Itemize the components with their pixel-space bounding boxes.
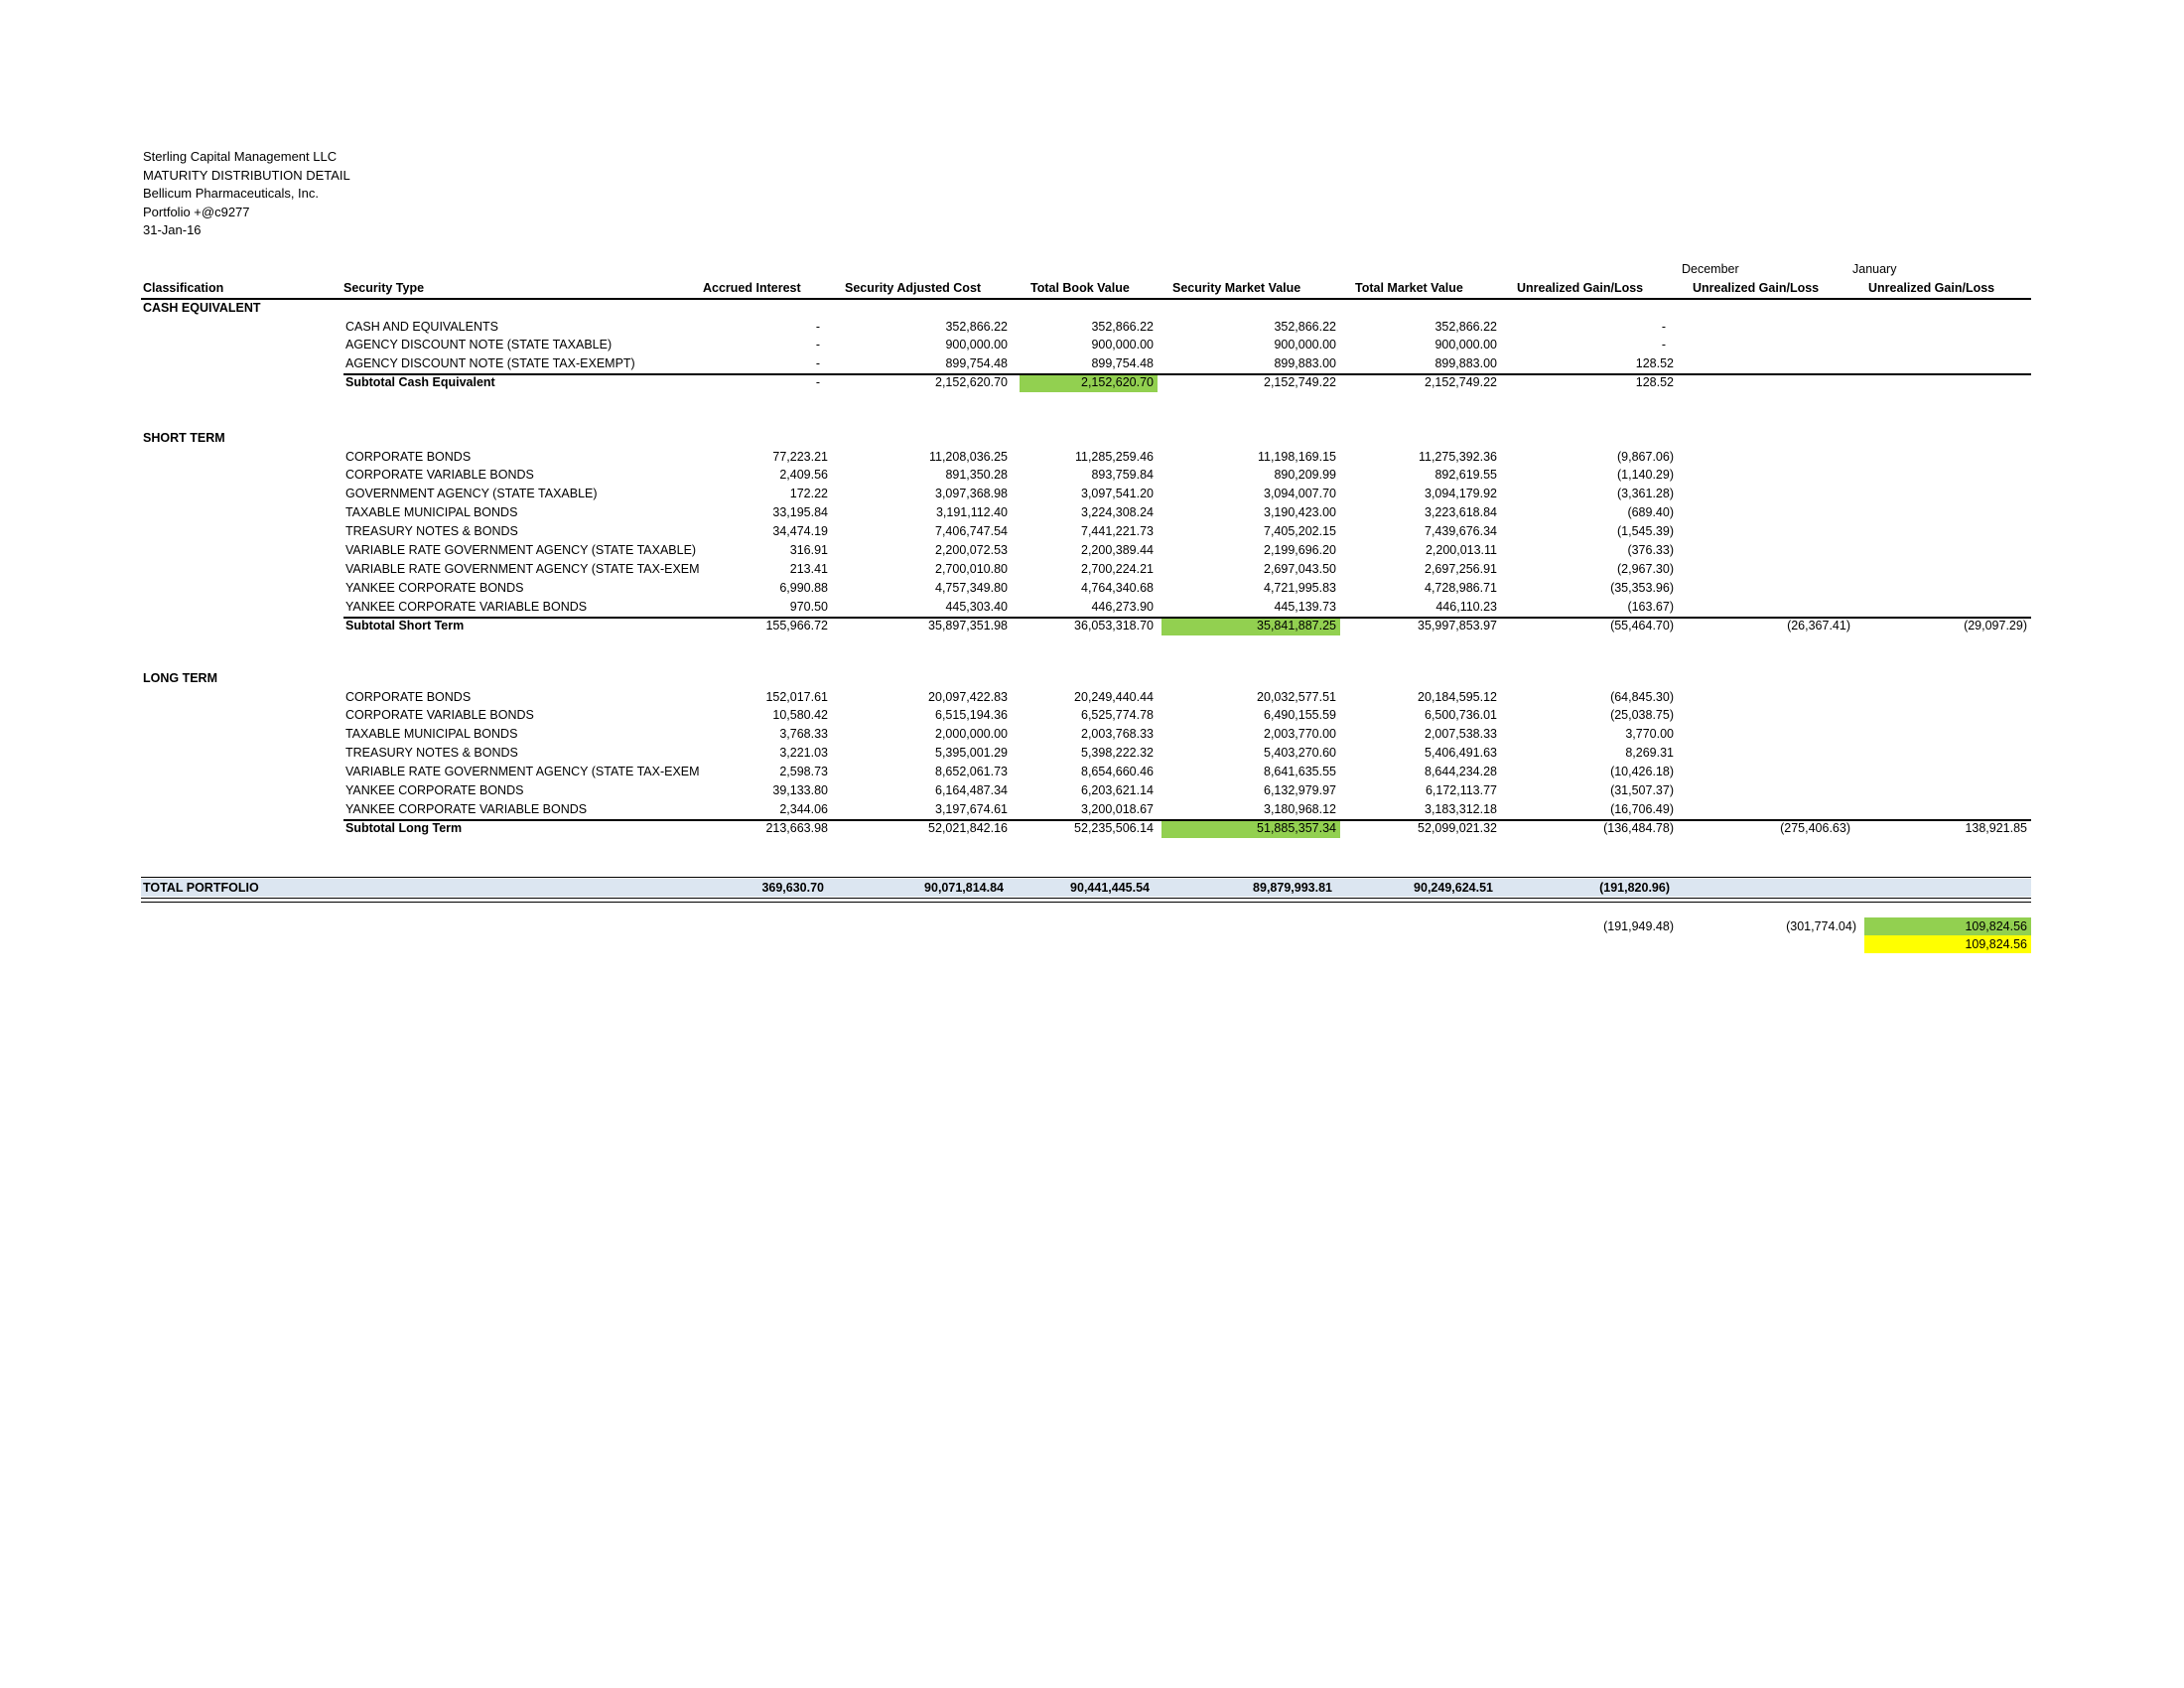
- report-title: MATURITY DISTRIBUTION DETAIL: [143, 167, 350, 183]
- cell-tmv: 3,223,618.84: [1425, 505, 1497, 520]
- cell-tmv: 6,500,736.01: [1425, 708, 1497, 723]
- cell-book: 5,398,222.32: [1081, 746, 1154, 761]
- cell-smv: 3,180,968.12: [1264, 801, 1336, 816]
- cell-book: 20,249,440.44: [1074, 689, 1154, 704]
- company-name: Sterling Capital Management LLC: [143, 149, 338, 164]
- subtotal-book: 52,235,506.14: [1074, 820, 1154, 835]
- subtotal-ugl: (136,484.78): [1603, 820, 1674, 835]
- row-security-type: VARIABLE RATE GOVERNMENT AGENCY (STATE TAX-EXEM: [345, 765, 700, 779]
- total-label: TOTAL PORTFOLIO: [143, 881, 259, 895]
- total-smv: 89,879,993.81: [1253, 881, 1332, 895]
- cell-smv: 6,490,155.59: [1264, 708, 1336, 723]
- cell-tmv: 4,728,986.71: [1425, 580, 1497, 595]
- recon-jan: 109,824.56: [1965, 919, 2027, 933]
- cell-ugl: (163.67): [1627, 599, 1674, 614]
- cell-cost: 891,350.28: [945, 468, 1008, 483]
- subtotal-rule: [343, 373, 2031, 375]
- cell-cost: 3,191,112.40: [935, 505, 1008, 520]
- cell-book: 893,759.84: [1091, 468, 1154, 483]
- subtotal-accrued: -: [815, 375, 820, 390]
- cell-accrued: 970.50: [789, 599, 828, 614]
- cell-book: 3,200,018.67: [1081, 801, 1154, 816]
- row-security-type: VARIABLE RATE GOVERNMENT AGENCY (STATE TAXABLE): [345, 543, 697, 557]
- col-accrued-interest: Accrued Interest: [703, 281, 801, 295]
- subtotal-tmv: 52,099,021.32: [1418, 820, 1497, 835]
- cell-tmv: 2,007,538.33: [1425, 727, 1497, 742]
- cell-ugl: 3,770.00: [1625, 727, 1674, 742]
- cell-book: 6,203,621.14: [1081, 783, 1154, 797]
- client-name: Bellicum Pharmaceuticals, Inc.: [143, 186, 320, 202]
- cell-cost: 6,515,194.36: [935, 708, 1008, 723]
- row-security-type: CORPORATE VARIABLE BONDS: [345, 708, 534, 723]
- subtotal-smv: 35,841,887.25: [1257, 618, 1336, 633]
- cell-accrued: -: [815, 319, 820, 334]
- cell-ugl: (35,353.96): [1610, 580, 1674, 595]
- row-security-type: TREASURY NOTES & BONDS: [345, 524, 518, 539]
- cell-smv: 352,866.22: [1274, 319, 1336, 334]
- row-security-type: TREASURY NOTES & BONDS: [345, 746, 518, 761]
- cell-book: 2,200,389.44: [1081, 543, 1154, 557]
- cell-tmv: 3,094,179.92: [1425, 487, 1497, 501]
- total-tmv: 90,249,624.51: [1414, 881, 1493, 895]
- row-security-type: VARIABLE RATE GOVERNMENT AGENCY (STATE TAX-EXEM: [345, 561, 700, 576]
- subtotal-label: Subtotal Long Term: [345, 820, 463, 835]
- cell-ugl: (1,140.29): [1617, 468, 1674, 483]
- col-dec-unrealized: Unrealized Gain/Loss: [1693, 281, 1820, 295]
- total-rule-bottom-2: [141, 902, 2031, 903]
- cell-book: 6,525,774.78: [1081, 708, 1154, 723]
- cell-cost: 3,097,368.98: [935, 487, 1008, 501]
- cell-ugl: (25,038.75): [1610, 708, 1674, 723]
- cell-smv: 900,000.00: [1274, 338, 1336, 352]
- cell-smv: 899,883.00: [1274, 356, 1336, 371]
- row-security-type: GOVERNMENT AGENCY (STATE TAXABLE): [345, 487, 598, 501]
- cell-ugl: (64,845.30): [1610, 689, 1674, 704]
- cell-tmv: 11,275,392.36: [1418, 449, 1497, 464]
- report-date: 31-Jan-16: [143, 222, 202, 238]
- cell-cost: 11,208,036.25: [928, 449, 1008, 464]
- subtotal-jan: 138,921.85: [1965, 820, 2027, 835]
- col-security-type: Security Type: [343, 281, 425, 295]
- subtotal-dec: (275,406.63): [1780, 820, 1850, 835]
- cell-book: 8,654,660.46: [1081, 765, 1154, 779]
- subtotal-rule: [343, 617, 2031, 619]
- cell-tmv: 2,200,013.11: [1425, 543, 1497, 557]
- row-security-type: YANKEE CORPORATE BONDS: [345, 783, 524, 797]
- cell-tmv: 892,619.55: [1434, 468, 1497, 483]
- subtotal-dec: (26,367.41): [1787, 618, 1850, 633]
- cell-book: 3,224,308.24: [1081, 505, 1154, 520]
- subtotal-book: 2,152,620.70: [1081, 375, 1154, 390]
- cell-tmv: 7,439,676.34: [1425, 524, 1497, 539]
- cell-ugl: (689.40): [1627, 505, 1674, 520]
- row-security-type: TAXABLE MUNICIPAL BONDS: [345, 505, 518, 520]
- cell-smv: 445,139.73: [1274, 599, 1336, 614]
- cell-ugl: 128.52: [1635, 356, 1674, 371]
- row-security-type: AGENCY DISCOUNT NOTE (STATE TAX-EXEMPT): [345, 356, 635, 371]
- subtotal-cost: 35,897,351.98: [928, 618, 1008, 633]
- cell-ugl: (31,507.37): [1610, 783, 1674, 797]
- subtotal-tmv: 35,997,853.97: [1418, 618, 1497, 633]
- cell-book: 446,273.90: [1091, 599, 1154, 614]
- cell-accrued: 39,133.80: [772, 783, 828, 797]
- cell-smv: 2,199,696.20: [1264, 543, 1336, 557]
- cell-accrued: 213.41: [789, 561, 828, 576]
- cell-smv: 890,209.99: [1274, 468, 1336, 483]
- subtotal-tmv: 2,152,749.22: [1425, 375, 1497, 390]
- subtotal-label: Subtotal Cash Equivalent: [345, 375, 495, 390]
- cell-tmv: 899,883.00: [1434, 356, 1497, 371]
- cell-accrued: -: [815, 338, 820, 352]
- cell-smv: 4,721,995.83: [1264, 580, 1336, 595]
- cell-tmv: 352,866.22: [1434, 319, 1497, 334]
- cell-accrued: 2,344.06: [779, 801, 828, 816]
- total-accrued: 369,630.70: [761, 881, 824, 895]
- cell-book: 11,285,259.46: [1074, 449, 1154, 464]
- cell-book: 2,700,224.21: [1081, 561, 1154, 576]
- cell-cost: 445,303.40: [945, 599, 1008, 614]
- row-security-type: TAXABLE MUNICIPAL BONDS: [345, 727, 518, 742]
- cell-smv: 3,190,423.00: [1264, 505, 1336, 520]
- row-security-type: CORPORATE BONDS: [345, 449, 472, 464]
- cell-accrued: 3,768.33: [779, 727, 828, 742]
- row-security-type: CORPORATE BONDS: [345, 689, 472, 704]
- section-label: CASH EQUIVALENT: [143, 301, 261, 315]
- cell-book: 3,097,541.20: [1081, 487, 1154, 501]
- cell-accrued: 10,580.42: [772, 708, 828, 723]
- cell-ugl: (16,706.49): [1610, 801, 1674, 816]
- cell-ugl: (3,361.28): [1617, 487, 1674, 501]
- recon-ugl: (191,949.48): [1603, 919, 1674, 933]
- cell-book: 2,003,768.33: [1081, 727, 1154, 742]
- subtotal-cost: 52,021,842.16: [928, 820, 1008, 835]
- row-security-type: YANKEE CORPORATE VARIABLE BONDS: [345, 801, 588, 816]
- cell-accrued: 6,990.88: [779, 580, 828, 595]
- cell-ugl: -: [1661, 338, 1666, 352]
- report-header: [143, 148, 350, 240]
- col-total-market-value: Total Market Value: [1355, 281, 1463, 295]
- cell-accrued: -: [815, 356, 820, 371]
- cell-cost: 5,395,001.29: [935, 746, 1008, 761]
- cell-tmv: 900,000.00: [1434, 338, 1497, 352]
- cell-smv: 20,032,577.51: [1257, 689, 1336, 704]
- subtotal-rule: [343, 819, 2031, 821]
- cell-book: 900,000.00: [1091, 338, 1154, 352]
- subtotal-smv: 2,152,749.22: [1264, 375, 1336, 390]
- cell-ugl: (2,967.30): [1617, 561, 1674, 576]
- cell-book: 4,764,340.68: [1081, 580, 1154, 595]
- cell-cost: 352,866.22: [945, 319, 1008, 334]
- subtotal-smv: 51,885,357.34: [1257, 820, 1336, 835]
- cell-cost: 20,097,422.83: [928, 689, 1008, 704]
- cell-cost: 4,757,349.80: [935, 580, 1008, 595]
- cell-cost: 2,000,000.00: [935, 727, 1008, 742]
- row-security-type: CASH AND EQUIVALENTS: [345, 319, 498, 334]
- subtotal-label: Subtotal Short Term: [345, 618, 465, 633]
- cell-tmv: 5,406,491.63: [1425, 746, 1497, 761]
- cell-tmv: 6,172,113.77: [1425, 783, 1497, 797]
- cell-cost: 2,700,010.80: [935, 561, 1008, 576]
- header-rule: [141, 298, 2031, 300]
- total-rule-bottom-1: [141, 898, 2031, 899]
- cell-accrued: 2,598.73: [779, 765, 828, 779]
- col-book-value: Total Book Value: [1030, 281, 1130, 295]
- cell-cost: 7,406,747.54: [935, 524, 1008, 539]
- cell-ugl: (10,426.18): [1610, 765, 1674, 779]
- cell-accrued: 34,474.19: [772, 524, 828, 539]
- subtotal-cost: 2,152,620.70: [935, 375, 1008, 390]
- subtotal-ugl: (55,464.70): [1610, 618, 1674, 633]
- col-adjusted-cost: Security Adjusted Cost: [845, 281, 982, 295]
- cell-smv: 5,403,270.60: [1264, 746, 1336, 761]
- subtotal-jan: (29,097.29): [1964, 618, 2027, 633]
- row-security-type: YANKEE CORPORATE BONDS: [345, 580, 524, 595]
- recon-jan-check: 109,824.56: [1965, 937, 2027, 951]
- cell-ugl: 8,269.31: [1625, 746, 1674, 761]
- cell-ugl: -: [1661, 319, 1666, 334]
- cell-ugl: (376.33): [1627, 543, 1674, 557]
- subtotal-accrued: 155,966.72: [765, 618, 828, 633]
- cell-tmv: 3,183,312.18: [1425, 801, 1497, 816]
- cell-book: 899,754.48: [1091, 356, 1154, 371]
- cell-cost: 3,197,674.61: [935, 801, 1008, 816]
- cell-book: 352,866.22: [1091, 319, 1154, 334]
- subtotal-accrued: 213,663.98: [765, 820, 828, 835]
- cell-cost: 2,200,072.53: [935, 543, 1008, 557]
- cell-accrued: 33,195.84: [772, 505, 828, 520]
- total-book: 90,441,445.54: [1070, 881, 1150, 895]
- cell-tmv: 446,110.23: [1435, 599, 1497, 614]
- cell-smv: 6,132,979.97: [1264, 783, 1336, 797]
- recon-dec: (301,774.04): [1786, 919, 1856, 933]
- subtotal-ugl: 128.52: [1635, 375, 1674, 390]
- cell-cost: 900,000.00: [945, 338, 1008, 352]
- cell-accrued: 152,017.61: [765, 689, 828, 704]
- cell-smv: 3,094,007.70: [1264, 487, 1336, 501]
- cell-tmv: 2,697,256.91: [1425, 561, 1497, 576]
- col-classification: Classification: [143, 281, 224, 295]
- col-unrealized: Unrealized Gain/Loss: [1517, 281, 1644, 295]
- cell-accrued: 77,223.21: [772, 449, 828, 464]
- cell-accrued: 316.91: [789, 543, 828, 557]
- cell-ugl: (1,545.39): [1617, 524, 1674, 539]
- cell-accrued: 2,409.56: [779, 468, 828, 483]
- portfolio-id: Portfolio +@c9277: [143, 204, 250, 219]
- cell-book: 7,441,221.73: [1081, 524, 1154, 539]
- section-label: SHORT TERM: [143, 431, 225, 445]
- cell-smv: 8,641,635.55: [1264, 765, 1336, 779]
- cell-tmv: 20,184,595.12: [1418, 689, 1497, 704]
- col-security-market-value: Security Market Value: [1172, 281, 1301, 295]
- total-ugl: (191,820.96): [1599, 881, 1670, 895]
- cell-smv: 2,697,043.50: [1264, 561, 1336, 576]
- cell-smv: 7,405,202.15: [1264, 524, 1336, 539]
- cell-accrued: 3,221.03: [779, 746, 828, 761]
- cell-cost: 899,754.48: [945, 356, 1008, 371]
- cell-accrued: 172.22: [789, 487, 828, 501]
- cell-ugl: (9,867.06): [1617, 449, 1674, 464]
- section-label: LONG TERM: [143, 671, 217, 685]
- december-superheader: December: [1682, 262, 1739, 276]
- cell-smv: 2,003,770.00: [1264, 727, 1336, 742]
- january-superheader: January: [1852, 262, 1897, 276]
- col-jan-unrealized: Unrealized Gain/Loss: [1868, 281, 1995, 295]
- row-security-type: YANKEE CORPORATE VARIABLE BONDS: [345, 599, 588, 614]
- subtotal-book: 36,053,318.70: [1074, 618, 1154, 633]
- cell-tmv: 8,644,234.28: [1425, 765, 1497, 779]
- cell-cost: 6,164,487.34: [935, 783, 1008, 797]
- total-rule-top: [141, 877, 2031, 878]
- row-security-type: CORPORATE VARIABLE BONDS: [345, 468, 534, 483]
- row-security-type: AGENCY DISCOUNT NOTE (STATE TAXABLE): [345, 338, 613, 352]
- total-cost: 90,071,814.84: [924, 881, 1004, 895]
- cell-smv: 11,198,169.15: [1257, 449, 1336, 464]
- cell-cost: 8,652,061.73: [935, 765, 1008, 779]
